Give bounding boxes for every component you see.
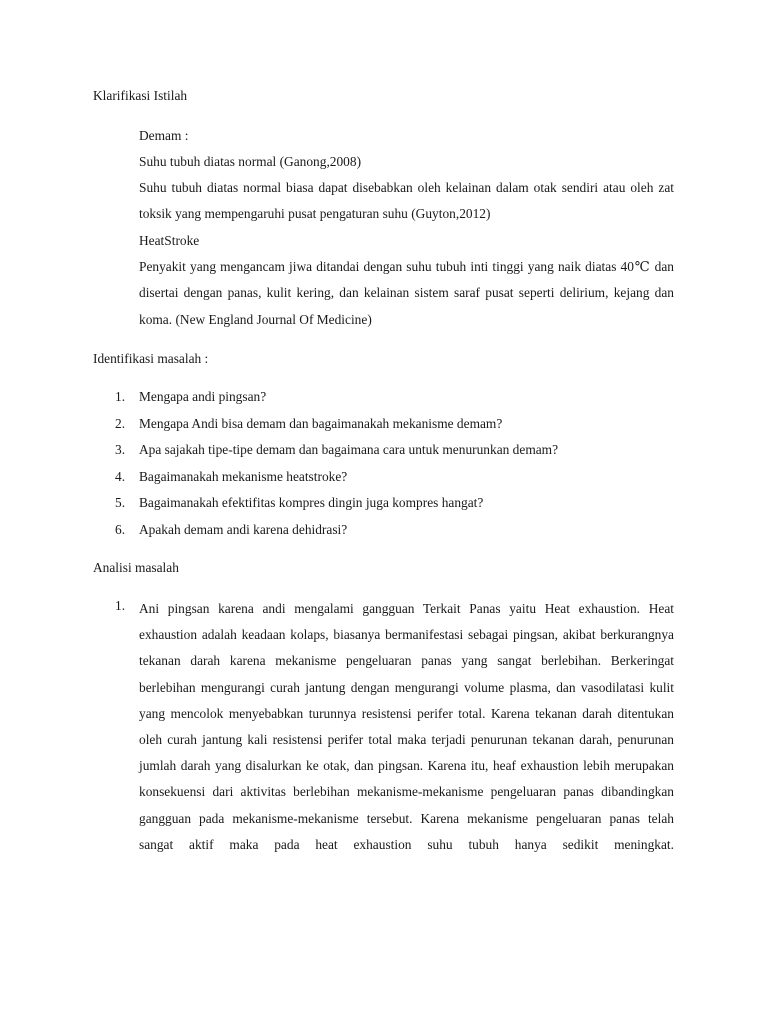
list-number: 6. bbox=[115, 521, 126, 537]
list-text: Mengapa andi pingsan? bbox=[139, 389, 267, 404]
klarifikasi-heading: Klarifikasi Istilah bbox=[93, 88, 188, 103]
list-number: 1. bbox=[115, 389, 126, 404]
list-text: Bagaimanakah mekanisme heatstroke? bbox=[139, 468, 348, 484]
list-number: 1. bbox=[115, 598, 126, 613]
list-number: 4. bbox=[115, 468, 126, 484]
identifikasi-heading: Identifikasi masalah : bbox=[93, 351, 209, 366]
demam-label: Demam : bbox=[139, 128, 189, 143]
heatstroke-label: HeatStroke bbox=[139, 233, 200, 248]
analisi-paragraph: Ani pingsan karena andi mengalami gangguan Terkait Panas yaitu Heat exhaustion. Heat exhaustion adalah keadaan kolaps, biasanya bermanifestasi sebagai pingsan, akibat berkurangnya tekanan darah karena mekanisme pengeluaran panas yang sangat berlebihan. Berkeringat berlebihan mengurangi curah jantung dengan mengurangi volume plasma, dan vasodilatasi kulit yang mencolok menyebabkan turunnya resistensi perifer total. Karena tekanan darah ditentukan oleh curah jantung kali resistensi perifer total maka terjadi penurunan tekanan darah, penurunan jumlah darah yang disalurkan ke otak, dan pingsan. Karena itu, heaf exhaustion lebih merupakan konsekuensi dari aktivitas berlebihan mekanisme-mekanisme pengeluaran panas dibandingkan gangguan pada mekanisme-mekanisme tersebut. Karena mekanisme pengeluaran panas telah sangat aktif maka pada heat exhaustion suhu tubuh hanya sedikit meningkat. bbox=[139, 601, 674, 852]
list-text: Apa sajakah tipe-tipe demam dan bagaimana cara untuk menurunkan demam? bbox=[139, 442, 559, 458]
demam-definition-1: Suhu tubuh diatas normal (Ganong,2008) bbox=[139, 154, 362, 169]
list-number: 5. bbox=[115, 495, 126, 511]
heatstroke-definition: Penyakit yang mengancam jiwa ditandai dengan suhu tubuh inti tinggi yang naik diatas 40℃ dan disertai dengan panas, kulit kering, dan kelainan sistem saraf pusat seperti delirium, kejang dan koma. (New England Journal Of Medicine) bbox=[139, 259, 674, 327]
demam-definition-2: Suhu tubuh diatas normal biasa dapat disebabkan oleh kelainan dalam otak sendiri atau oleh zat toksik yang mempengaruhi pusat pengaturan suhu (Guyton,2012) bbox=[139, 180, 674, 222]
list-number: 2. bbox=[115, 415, 126, 431]
list-text: Mengapa Andi bisa demam dan bagaimanakah mekanisme demam? bbox=[139, 415, 503, 431]
analisi-heading: Analisi masalah bbox=[93, 560, 179, 575]
list-text: Bagaimanakah efektifitas kompres dingin juga kompres hangat? bbox=[139, 495, 484, 511]
list-number: 3. bbox=[115, 442, 126, 458]
list-text: Apakah demam andi karena dehidrasi? bbox=[139, 521, 348, 537]
